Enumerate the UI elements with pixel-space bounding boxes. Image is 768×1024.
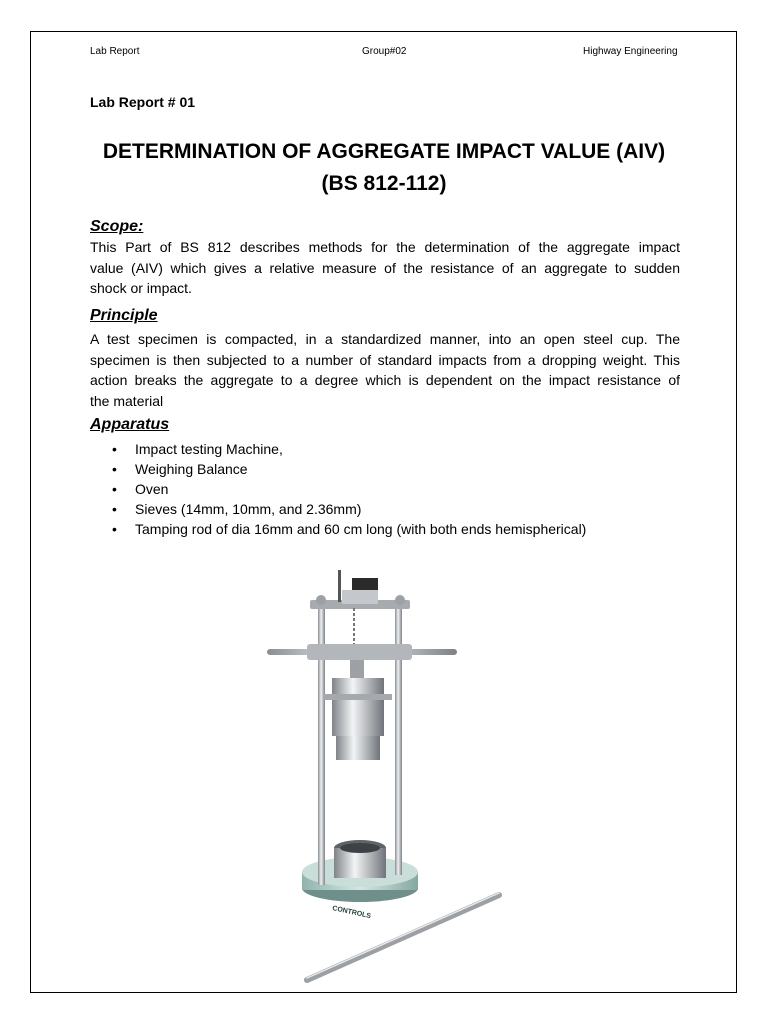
document-title-line-1: DETERMINATION OF AGGREGATE IMPACT VALUE (AIV) bbox=[102, 140, 666, 163]
brand-label: CONTROLS bbox=[331, 905, 372, 921]
report-number: Lab Report # 01 bbox=[90, 94, 196, 110]
guide-rod-left bbox=[318, 600, 325, 885]
principle-heading: Principle bbox=[90, 307, 158, 324]
principle-line: A test specimen is compacted, in a standardized manner, into an open steel cup. The bbox=[90, 331, 680, 347]
header-right: Highway Engineering bbox=[583, 46, 678, 57]
principle-line: specimen is then subjected to a number of standard impacts from a dropping weight. This bbox=[90, 351, 680, 368]
guide-rod-right bbox=[395, 600, 402, 875]
apparatus-list bbox=[90, 439, 586, 539]
scope-line: This Part of BS 812 describes methods for the determination of the aggregate impact bbox=[90, 239, 680, 255]
scope-line: shock or impact. bbox=[90, 280, 192, 296]
hammer-weight bbox=[332, 678, 384, 736]
apparatus-heading: Apparatus bbox=[90, 416, 170, 433]
list-item: • Tamping rod of dia 16mm and 60 cm long (with both ends hemispherical) bbox=[90, 519, 586, 539]
principle-line: action breaks the aggregate to a degree which is dependent on the impact resistance of bbox=[90, 372, 680, 388]
scope-line: value (AIV) which gives a relative measure of the resistance of an aggregate to sudden bbox=[90, 259, 680, 276]
document-title-line-2: (BS 812-112) bbox=[321, 172, 447, 195]
scope-paragraph bbox=[90, 237, 680, 299]
list-item: • Weighing Balance bbox=[90, 459, 586, 479]
header-center: Group#02 bbox=[362, 46, 407, 57]
list-item: • Impact testing Machine, bbox=[90, 439, 586, 459]
lift-carriage bbox=[307, 644, 412, 660]
principle-paragraph bbox=[90, 329, 680, 411]
list-item: • Sieves (14mm, 10mm, and 2.36mm) bbox=[90, 499, 586, 519]
impact-testing-machine-photo bbox=[262, 560, 507, 990]
scope-heading: Scope: bbox=[90, 218, 144, 235]
principle-line: the material bbox=[90, 392, 164, 409]
list-item: • Oven bbox=[90, 479, 586, 499]
header-left: Lab Report bbox=[90, 46, 140, 57]
